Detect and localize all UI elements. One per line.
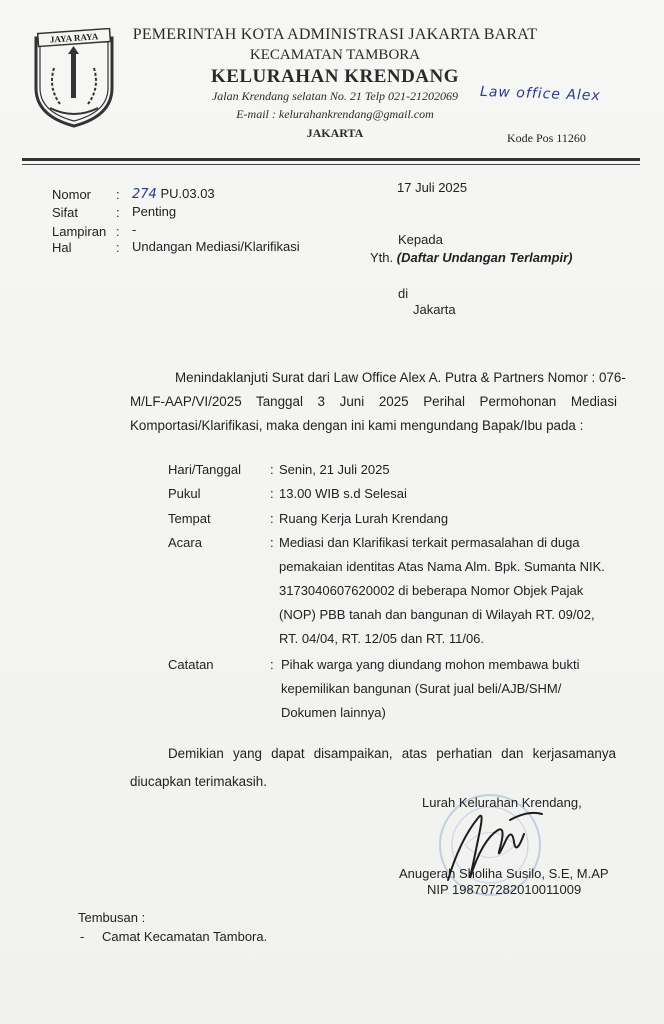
tempat-value: Ruang Kerja Lurah Krendang xyxy=(279,511,449,526)
recipient-city: Jakarta xyxy=(413,302,456,317)
hal-colon: : xyxy=(116,240,120,255)
intro-line-2: M/LF-AAP/VI/2025 Tanggal 3 Juni 2025 Perihal Permohonan Mediasi xyxy=(130,394,617,409)
hari-label: Hari/Tanggal xyxy=(168,462,241,477)
letterhead-address: Jalan Krendang selatan No. 21 Telp 021-21202069 xyxy=(211,89,459,103)
intro-paragraph xyxy=(130,366,626,438)
nomor-label: Nomor xyxy=(52,187,92,202)
nomor-colon: : xyxy=(116,187,120,202)
letterhead-office: KELURAHAN KRENDANG xyxy=(210,66,460,87)
letterhead-rule-thick xyxy=(22,158,640,161)
hari-value: Senin, 21 Juli 2025 xyxy=(279,462,390,477)
logo-motto: JAYA RAYA xyxy=(49,31,99,45)
tembusan-dash: - xyxy=(80,929,85,944)
hal-value: Undangan Mediasi/Klarifikasi xyxy=(132,239,300,254)
recipient-line xyxy=(370,250,573,265)
acara-line: RT. 04/04, RT. 12/05 dan RT. 11/06. xyxy=(279,631,485,646)
signature-title: Lurah Kelurahan Krendang, xyxy=(422,795,582,810)
nomor-value xyxy=(132,186,215,202)
acara-line: pemakaian identitas Atas Nama Alm. Bpk. Sumanta NIK. xyxy=(279,559,605,574)
acara-line: (NOP) PBB tanah dan bangunan di Wilayah RT. 09/02, xyxy=(279,607,595,622)
tempat-colon: : xyxy=(270,511,274,526)
recipient-di: di xyxy=(398,286,409,301)
tembusan-item: Camat Kecamatan Tambora. xyxy=(102,929,268,944)
acara-line: 3173040607620002 di beberapa Nomor Objek Pajak xyxy=(279,583,584,598)
sifat-label: Sifat xyxy=(52,205,79,220)
recipient-kepada: Kepada xyxy=(398,232,443,247)
catatan-colon: : xyxy=(270,657,274,672)
closing-line-1: Demikian yang dapat disampaikan, atas perhatian dan kerjasamanya xyxy=(168,746,616,761)
letterhead-email: E-mail : kelurahankrendang@gmail.com xyxy=(236,107,434,121)
lampiran-colon: : xyxy=(116,224,120,239)
sifat-value: Penting xyxy=(132,204,177,219)
pukul-label: Pukul xyxy=(168,486,201,501)
letterhead-district: KECAMATAN TAMBORA xyxy=(249,47,421,63)
letter-date: 17 Juli 2025 xyxy=(397,180,468,195)
catatan-label: Catatan xyxy=(168,657,214,672)
letterhead-postal-code: Kode Pos 11260 xyxy=(507,131,586,145)
closing-line-2: diucapkan terimakasih. xyxy=(130,774,267,789)
hari-colon: : xyxy=(270,462,274,477)
acara-line: Mediasi dan Klarifikasi terkait permasalahan di duga xyxy=(279,535,580,550)
acara-colon: : xyxy=(270,535,274,550)
closing-paragraph xyxy=(130,740,616,796)
lampiran-value: - xyxy=(132,222,137,237)
sifat-colon: : xyxy=(116,205,120,220)
lampiran-label: Lampiran xyxy=(52,224,107,239)
handwritten-note: Law office Alex xyxy=(479,83,601,105)
catatan-line: Dokumen lainnya) xyxy=(281,705,386,720)
signatory-nip: NIP 198707282010011009 xyxy=(427,882,582,897)
pukul-value: 13.00 WIB s.d Selesai xyxy=(279,486,407,501)
tembusan-label: Tembusan : xyxy=(78,910,146,925)
letterhead-city: JAKARTA xyxy=(306,126,364,140)
intro-line-3: Komportasi/Klarifikasi, maka dengan ini kami mengundang Bapak/Ibu pada : xyxy=(130,418,584,433)
acara-value xyxy=(279,531,605,651)
recipient-addressee: (Daftar Undangan Terlampir) xyxy=(396,250,573,265)
pukul-colon: : xyxy=(270,486,274,501)
acara-label: Acara xyxy=(168,535,202,550)
nomor-handwritten: 274 xyxy=(132,187,157,202)
signatory-name: Anugerah Sholiha Susilo, S.E, M.AP xyxy=(399,866,609,881)
nomor-code: PU.03.03 xyxy=(160,186,215,201)
intro-line-1: Menindaklanjuti Surat dari Law Office Alex A. Putra & Partners Nomor : 076- xyxy=(175,370,626,385)
hal-label: Hal xyxy=(52,240,72,255)
jakarta-emblem-logo xyxy=(30,28,118,128)
catatan-line: kepemilikan bangunan (Surat jual beli/AJB/SHM/ xyxy=(281,681,562,696)
letterhead-rule-thin xyxy=(22,164,640,165)
recipient-yth: Yth. xyxy=(370,250,394,265)
catatan-line: Pihak warga yang diundang mohon membawa bukti xyxy=(281,657,580,672)
tempat-label: Tempat xyxy=(168,511,211,526)
catatan-value xyxy=(281,653,579,725)
letterhead-government: PEMERINTAH KOTA ADMINISTRASI JAKARTA BARAT xyxy=(132,26,538,43)
